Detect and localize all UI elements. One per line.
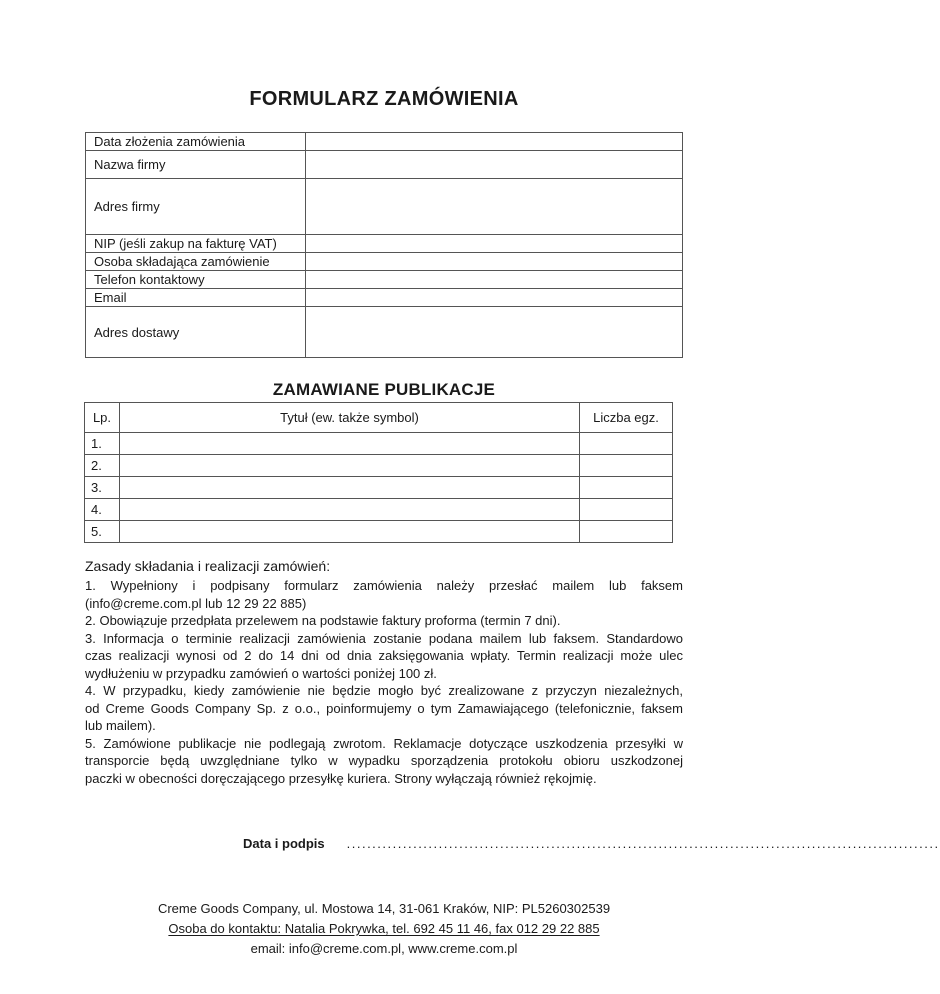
order-table	[85, 132, 683, 358]
order-row-value	[306, 179, 682, 234]
order-row-value	[306, 235, 682, 252]
terms-heading: Zasady składania i realizacji zamówień:	[85, 558, 331, 574]
pub-cell-title	[120, 499, 580, 520]
pub-cell-lp: 1.	[85, 433, 120, 454]
pub-cell-qty	[580, 521, 672, 542]
terms-line: paczki w obecności doręczającego przesyłkę kuriera. Strony wyłączają również rękojmię.	[85, 770, 597, 786]
order-row-label: Email	[86, 289, 306, 306]
order-row-label: Osoba składająca zamówienie	[86, 253, 306, 270]
terms-line: 5. Zamówione publikacje nie podlegają zwrotom. Reklamacje dotyczące uszkodzenia przesyłki w	[85, 735, 683, 751]
pub-cell-lp: 5.	[85, 521, 120, 542]
pub-row	[85, 432, 672, 454]
publications-title: ZAMAWIANE PUBLIKACJE	[272, 380, 496, 399]
footer	[0, 899, 768, 959]
order-row-label: Adres firmy	[86, 179, 306, 234]
order-row-value	[306, 133, 682, 150]
form-title: FORMULARZ ZAMÓWIENIA	[249, 88, 519, 110]
order-row-label: Data złożenia zamówienia	[86, 133, 306, 150]
pub-cell-title	[120, 455, 580, 476]
pub-cell-qty	[580, 499, 672, 520]
pub-row	[85, 498, 672, 520]
terms-line: lub mailem).	[85, 718, 156, 733]
order-row-value	[306, 307, 682, 357]
pub-header-lp: Lp.	[85, 403, 120, 432]
order-row-label: NIP (jeśli zakup na fakturę VAT)	[86, 235, 306, 252]
signature-label: Data i podpis	[243, 836, 325, 851]
terms-line: 4. W przypadku, kiedy zamówienie nie będzie mogło być zrealizowane z przyczyn niezależnych,	[85, 683, 683, 698]
footer-line: Osoba do kontaktu: Natalia Pokrywka, tel. 692 45 11 46, fax 012 29 22 885	[168, 921, 600, 936]
terms-line: od Creme Goods Company Sp. z o.o., poinformujemy o tym Zamawiającego (telefonicznie, faksem	[85, 700, 683, 716]
order-row-value	[306, 151, 682, 178]
terms-line: 1. Wypełniony i podpisany formularz zamówienia należy przesłać mailem lub faksem	[85, 578, 683, 593]
signature-row	[243, 836, 940, 851]
pub-cell-qty	[580, 477, 672, 498]
terms-body	[85, 577, 683, 787]
publications-table	[84, 402, 673, 543]
order-row-label: Telefon kontaktowy	[86, 271, 306, 288]
pub-cell-lp: 2.	[85, 455, 120, 476]
signature-dots-leader: ....................................................................................................................	[346, 836, 940, 851]
pub-cell-lp: 3.	[85, 477, 120, 498]
order-table-row	[86, 133, 682, 151]
pub-cell-qty	[580, 455, 672, 476]
terms-line: transporcie będą uwzględniane tylko w wypadku sporządzenia protokołu obioru uszkodzonej	[85, 753, 683, 768]
pub-cell-title	[120, 521, 580, 542]
order-row-label: Nazwa firmy	[86, 151, 306, 178]
footer-line: email: info@creme.com.pl, www.creme.com.pl	[250, 941, 518, 956]
order-row-value	[306, 253, 682, 270]
pub-cell-title	[120, 477, 580, 498]
order-table-row	[86, 151, 682, 179]
terms-line: 3. Informacja o terminie realizacji zamówienia zostanie podana mailem lub faksem. Standardowo	[85, 630, 683, 646]
order-row-label: Adres dostawy	[86, 307, 306, 357]
order-table-row	[86, 179, 682, 235]
pub-cell-qty	[580, 433, 672, 454]
pub-cell-title	[120, 433, 580, 454]
order-table-row	[86, 271, 682, 289]
order-table-row	[86, 289, 682, 307]
footer-line: Creme Goods Company, ul. Mostowa 14, 31-061 Kraków, NIP: PL5260302539	[157, 901, 611, 916]
pub-row	[85, 454, 672, 476]
order-table-row	[86, 253, 682, 271]
terms-line: (info@creme.com.pl lub 12 29 22 885)	[85, 595, 307, 611]
pub-header-qty: Liczba egz.	[593, 410, 659, 425]
terms-line: wydłużeniu w przypadku zamówień o wartości poniżej 100 zł.	[85, 665, 437, 681]
pub-cell-lp: 4.	[85, 499, 120, 520]
order-table-row	[86, 307, 682, 357]
order-row-value	[306, 289, 682, 306]
terms-line: czas realizacji wynosi od 2 do 14 dni od dnia zaksięgowania wpłaty. Termin realizacji może ulec	[85, 648, 683, 663]
pub-header-title: Tytuł (ew. także symbol)	[120, 403, 580, 432]
terms-section	[85, 556, 683, 787]
terms-line: 2. Obowiązuje przedpłata przelewem na podstawie faktury proforma (termin 7 dni).	[85, 613, 561, 628]
pub-row	[85, 476, 672, 498]
pub-row	[85, 520, 672, 542]
order-row-value	[306, 271, 682, 288]
pub-header-row	[85, 403, 672, 432]
order-table-row	[86, 235, 682, 253]
